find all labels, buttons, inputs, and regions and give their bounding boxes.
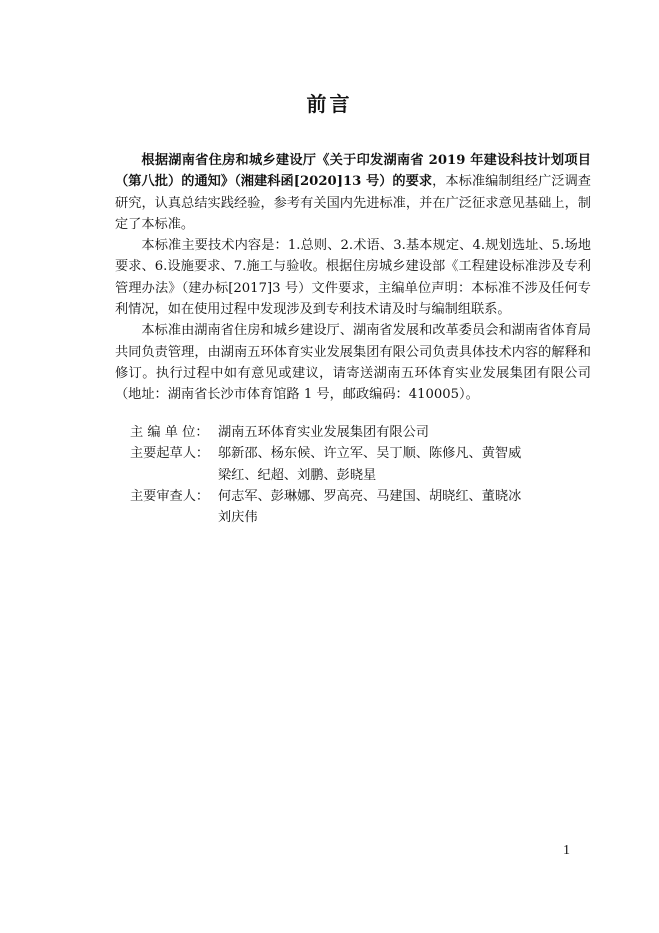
drafters-value <box>218 443 580 486</box>
preface-body <box>115 150 591 406</box>
chief-unit-name: 湖南五环体育实业发展集团有限公司 <box>218 425 429 440</box>
reviewers-value <box>218 486 580 529</box>
reviewers-label: 主要审查人： <box>130 488 210 504</box>
paragraph-1-bold-lead: 根据湖南省住房和城乡建设厅《关于印发湖南省 2019 年建设科技计划项目（第八批）的通知》（湘建科函[2020]13 号）的要求 <box>115 153 591 190</box>
paragraph-1 <box>115 150 591 235</box>
reviewers-line-2: 刘庆伟 <box>218 510 258 526</box>
reviewers-line-1: 何志军、彭琳娜、罗高亮、马建国、胡晓红、董晓冰 <box>218 488 522 504</box>
chief-unit-value <box>218 422 580 443</box>
chief-unit-label: 主 编 单 位： <box>130 425 209 440</box>
drafters-line-1: 邬新邵、杨东候、许立军、吴丁顺、陈修凡、黄智威 <box>218 446 522 462</box>
paragraph-2: 本标准主要技术内容是：1.总则、2.术语、3.基本规定、4.规划选址、5.场地要求、6.设施要求、7.施工与验收。根据住房城乡建设部《工程建设标准涉及专利管理办法》（建办标[2017]3 号）文件要求，主编单位声明：本标准不涉及任何专利情况，如在使用过程中发现涉及到专利技术请及时与编制组联系。 <box>115 238 591 318</box>
reviewers-row <box>130 486 580 529</box>
staff-list <box>130 422 580 528</box>
paragraph-3: 本标准由湖南省住房和城乡建设厅、湖南省发展和改革委员会和湖南省体育局共同负责管理，由湖南五环体育实业发展集团有限公司负责具体技术内容的解释和修订。执行过程中如有意见或建议，请寄送湖南五环体育实业发展集团有限公司（地址：湖南省长沙市体育馆路 1 号，邮政编码：410005）。 <box>115 323 591 403</box>
page-number: 1 <box>563 843 570 858</box>
chief-unit-row <box>130 422 580 443</box>
drafters-line-2: 梁红、纪超、刘鹏、彭晓星 <box>218 467 377 483</box>
page-title: 前言 <box>306 92 353 116</box>
drafters-label: 主要起草人： <box>130 446 210 462</box>
paragraph-1-rest: ，本标准编制组经广泛调查研究，认真总结实践经验，参考有关国内先进标准，并在广泛征求意见基础上，制定了本标准。 <box>115 174 591 232</box>
drafters-row <box>130 443 580 486</box>
